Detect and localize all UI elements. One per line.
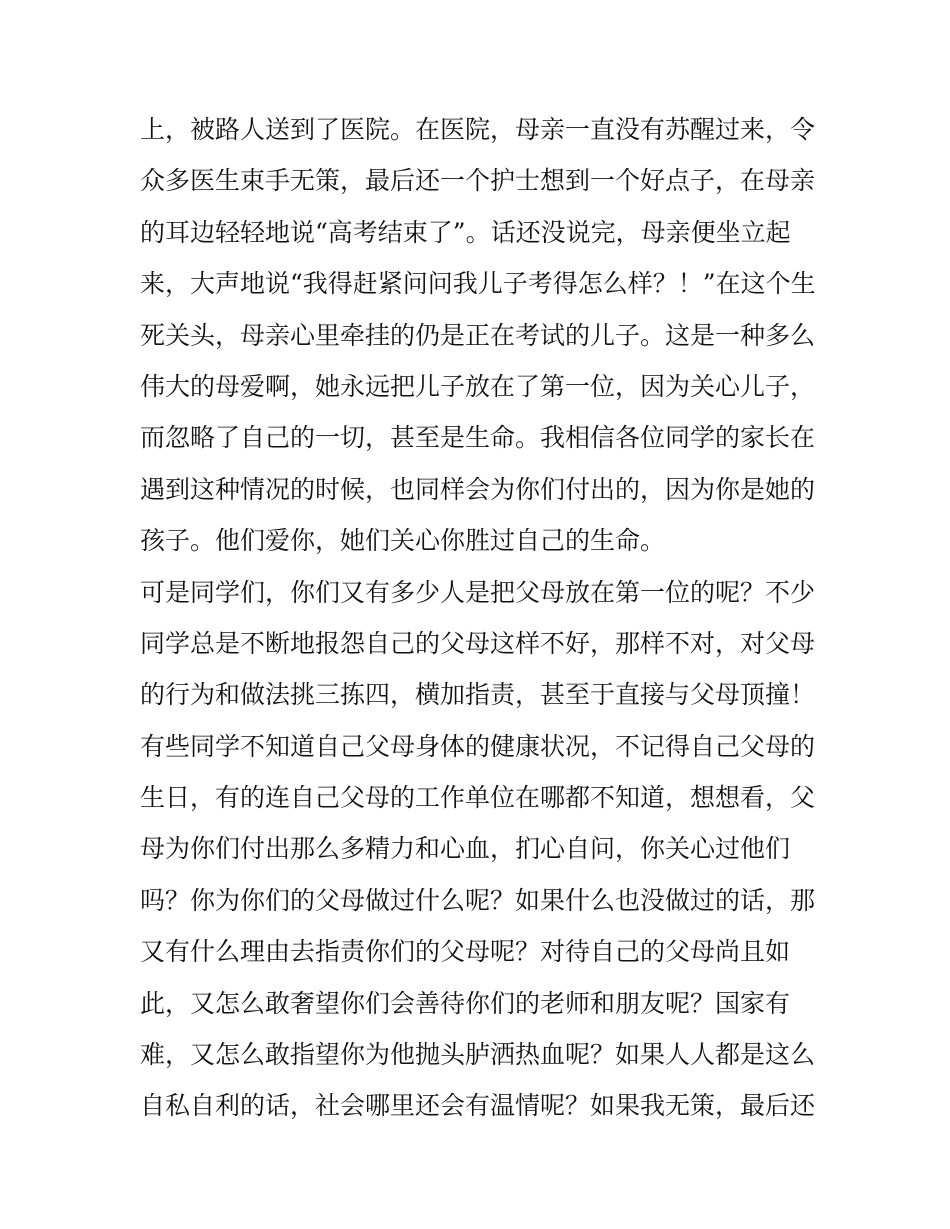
text-line-20: 自私自利的话，社会哪里还会有温情呢？如果我无策，最后还: [140, 1091, 816, 1121]
text-line-7: 而忽略了自己的一切，甚至是生命。我相信各位同学的家长在: [140, 423, 816, 453]
text-line-19: 难，又怎么敢指望你为他抛头胪洒热血呢？如果人人都是这么: [140, 1040, 816, 1070]
text-line-9: 孩子。他们爱你，她们关心你胜过自己的生命。: [140, 526, 666, 556]
document-body: [140, 104, 820, 1132]
text-line-4: 来，大声地说“我得赶紧问问我儿子考得怎么样？！”在这个生: [140, 269, 816, 299]
text-line-5: 死关头，母亲心里牵挂的仍是正在考试的儿子。这是一种多么: [140, 320, 816, 350]
text-line-6: 伟大的母爱啊，她永远把儿子放在了第一位，因为关心儿子，: [140, 371, 816, 401]
text-line-12: 的行为和做法挑三拣四，横加指责，甚至于直接与父母顶撞！: [140, 680, 816, 710]
text-line-18: 此，又怎么敢奢望你们会善待你们的老师和朋友呢？国家有: [140, 988, 791, 1018]
text-line-11: 同学总是不断地报怨自己的父母这样不好，那样不对，对父母: [140, 628, 816, 658]
text-line-15: 母为你们付出那么多精力和心血，扪心自问，你关心过他们: [140, 834, 791, 864]
text-line-8: 遇到这种情况的时候，也同样会为你们付出的，因为你是她的: [140, 474, 816, 504]
text-line-13: 有些同学不知道自己父母身体的健康状况，不记得自己父母的: [140, 731, 816, 761]
text-line-3: 的耳边轻轻地说“高考结束了”。话还没说完，母亲便坐立起: [140, 217, 791, 247]
text-line-2: 众多医生束手无策，最后还一个护士想到一个好点子，在母亲: [140, 166, 816, 196]
text-line-1: 上，被路人送到了医院。在医院，母亲一直没有苏醒过来，令: [140, 115, 816, 144]
text-line-14: 生日，有的连自己父母的工作单位在哪都不知道，想想看，父: [140, 783, 816, 813]
text-line-10: 可是同学们，你们又有多少人是把父母放在第一位的呢？不少: [140, 577, 816, 607]
text-line-16: 吗？你为你们的父母做过什么呢？如果什么也没做过的话，那: [140, 885, 816, 915]
text-line-17: 又有什么理由去指责你们的父母呢？对待自己的父母尚且如: [140, 937, 791, 967]
